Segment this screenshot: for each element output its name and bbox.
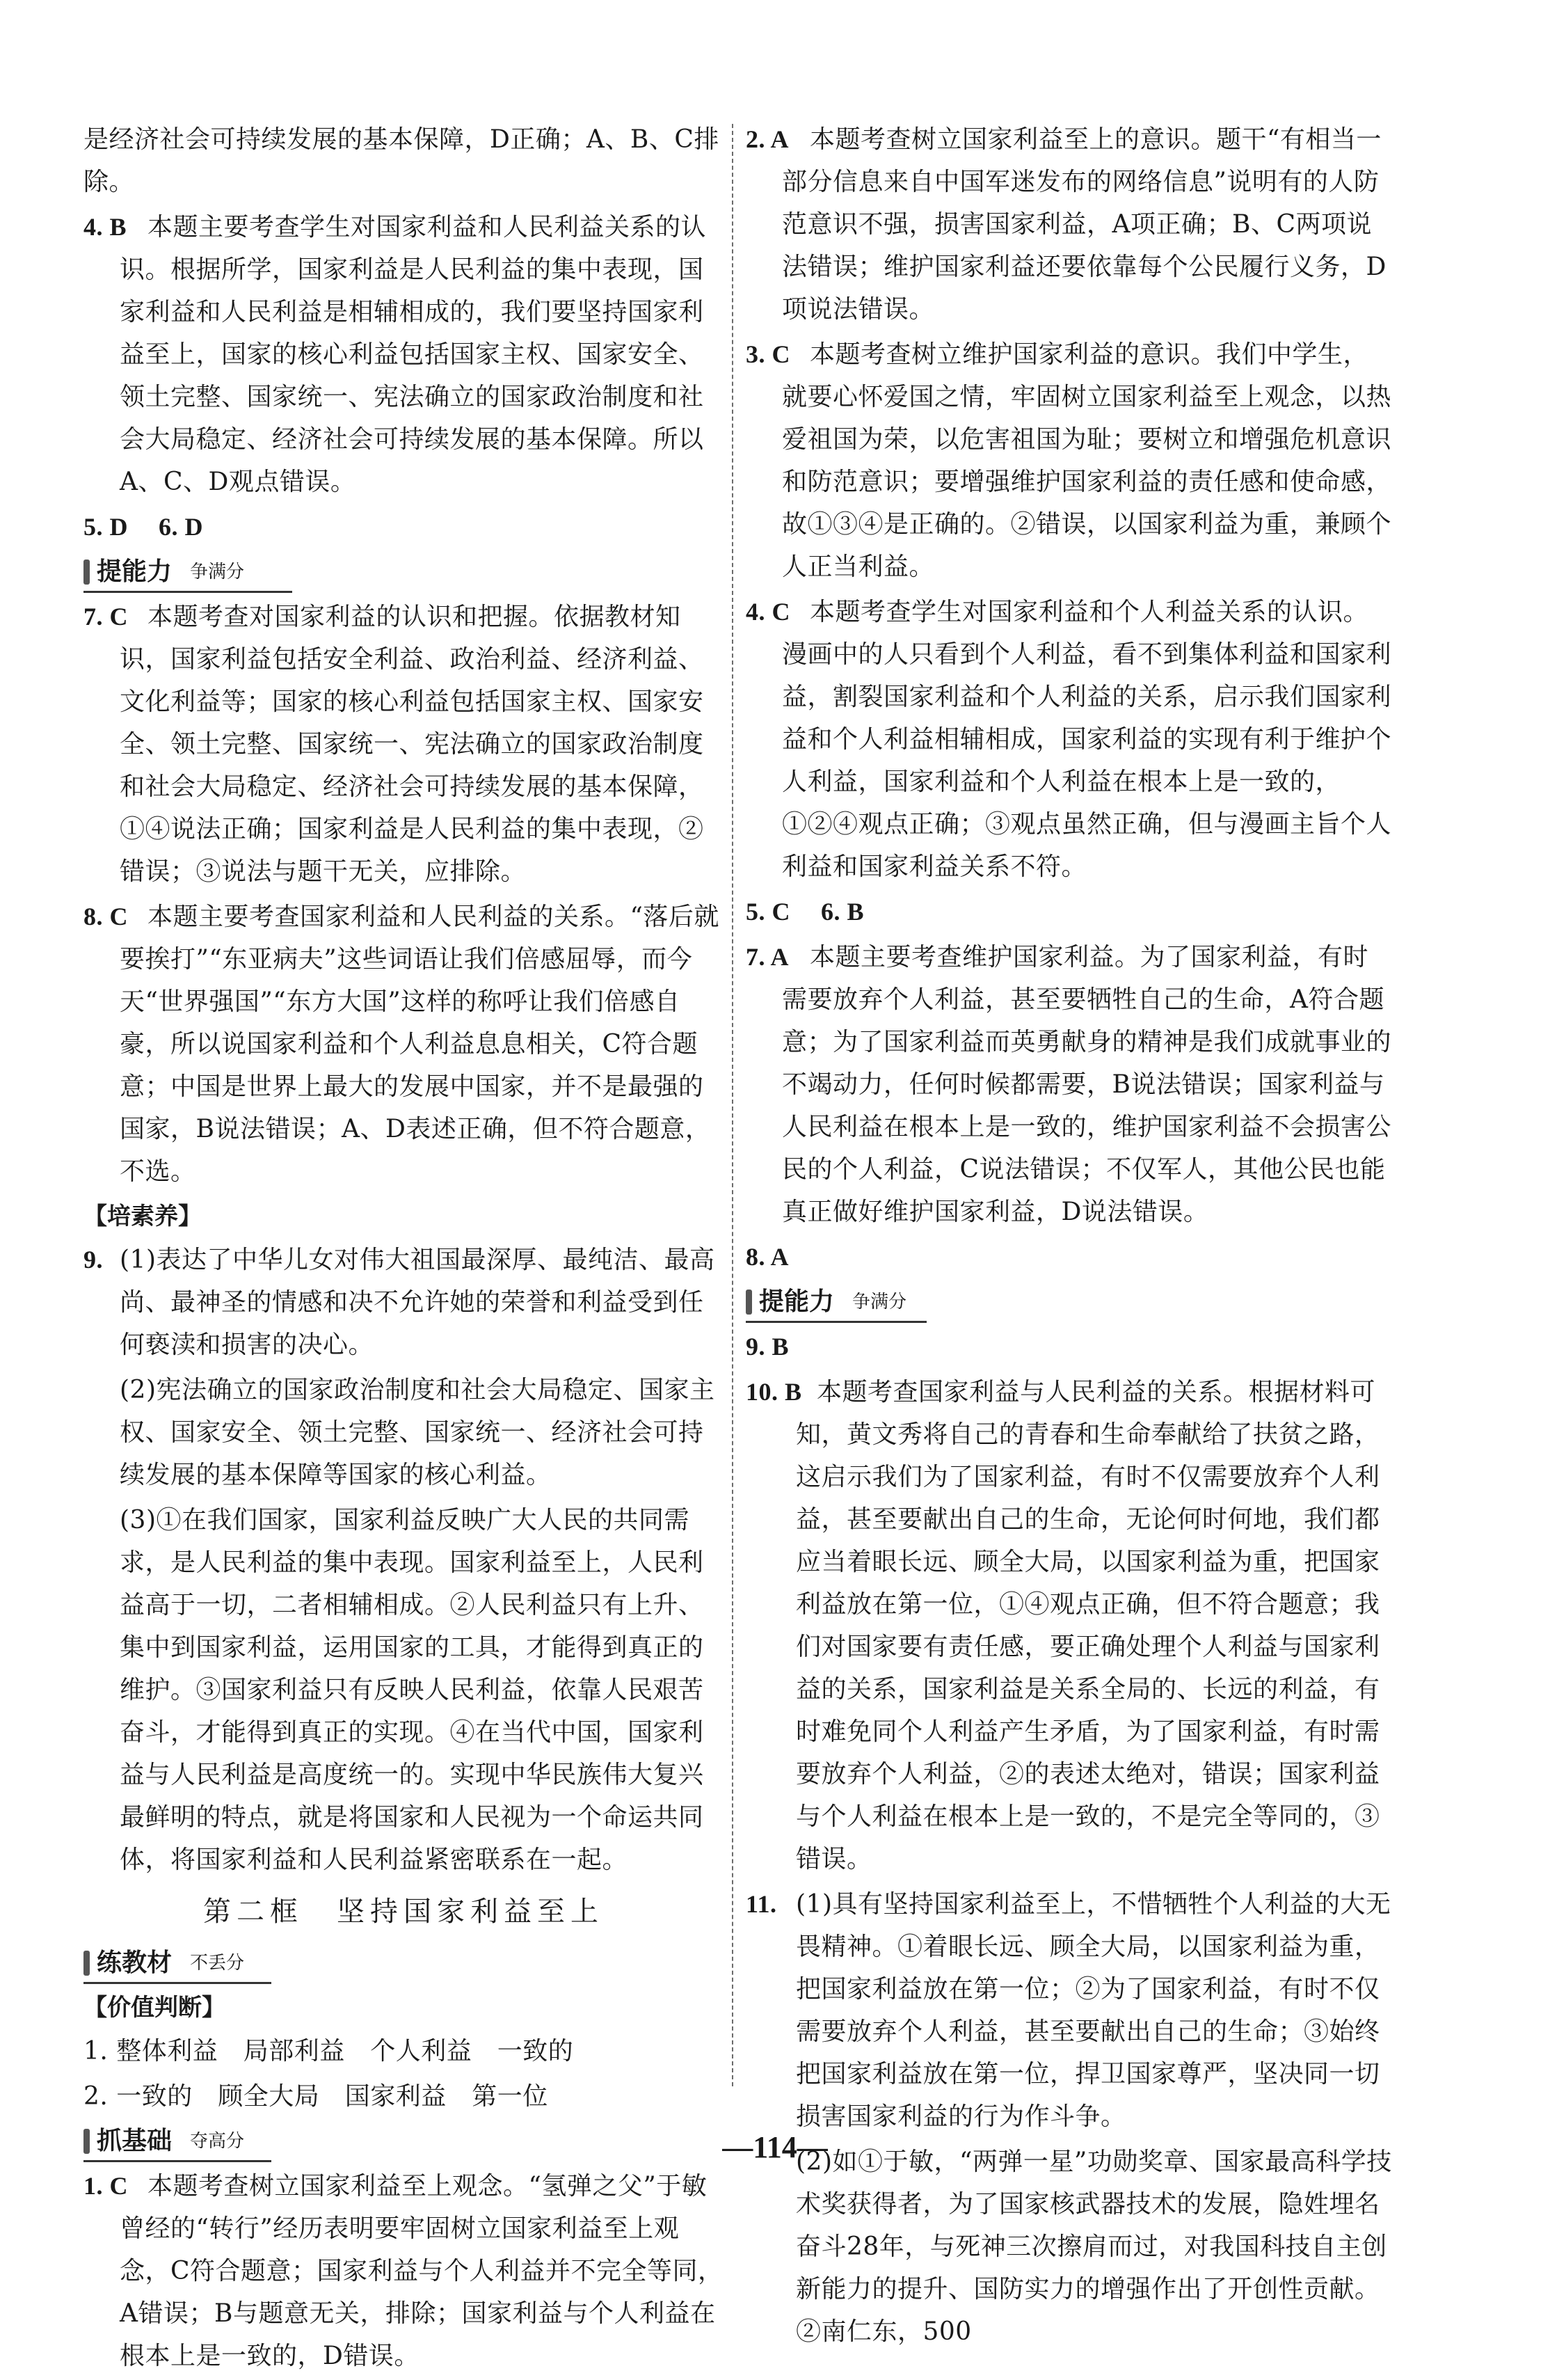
column-divider (732, 124, 733, 2086)
continuation-text: 是经济社会可持续发展的基本保障，D正确；A、B、C排除。 (83, 125, 719, 196)
answer-item-4 (83, 206, 724, 503)
answer-item-2 (746, 118, 1393, 331)
section-subtitle: 夺高分 (190, 2131, 245, 2152)
answer-text: 本题主要考查维护国家利益。为了国家利益，有时需要放弃个人利益，甚至要牺牲自己的生命，A符合题意；为了国家利益而英勇献身的精神是我们成就事业的不竭动力，任何时候都需要，B说法错误；国家利益与人民利益在根本上是一致的，维护国家利益不会损害公民的个人利益，C说法错误；不仅军人，其他公民也能真正做好维护国家利益，D说法错误。 (782, 943, 1392, 1226)
value-judgment-2: 2. 一致的 顾全大局 国家利益 第一位 (83, 2082, 548, 2111)
section-title-main: 第二框 坚持国家利益至上 (203, 1896, 604, 1928)
answer-item-5-6 (83, 506, 724, 548)
answer-number: 8. C (83, 903, 128, 930)
section-title: 练教材 (97, 1949, 173, 1977)
section-subtitle: 不丢分 (190, 1953, 245, 1974)
answer-number: 10. B (746, 1378, 802, 1406)
answer-paragraph: (2)如①于敏，“两弹一星”功勋奖章、国家最高科学技术奖获得者，为了国家核武器技术的发展，隐姓埋名奋斗28年，与死神三次擦肩而过，对我国科技自主创新能力的提升、国防实力的增强作出了开创性贡献。②南仁东，500 (796, 2148, 1392, 2346)
answer-text: 本题考查学生对国家利益和个人利益关系的认识。漫画中的人只看到个人利益，看不到集体利益和国家利益，割裂国家利益和个人利益的关系，启示我们国家利益和个人利益相辅相成，国家利益的实现有利于维护个人利益，国家利益和个人利益在根本上是一致的，①②④观点正确；③观点虽然正确，但与漫画主旨个人利益和国家利益关系不符。 (782, 598, 1392, 881)
answer-text: 本题主要考查学生对国家利益和人民利益关系的认识。根据所学，国家利益是人民利益的集中表现，国家利益和人民利益是相辅相成的，我们要坚持国家利益至上，国家的核心利益包括国家主权、国家安全、领土完整、国家统一、宪法确立的国家政治制度和社会大局稳定、经济社会可持续发展的基本保障。所以A、C、D观点错误。 (120, 213, 707, 496)
answer-item-10 (746, 1371, 1393, 1880)
answer-number: 8. A (746, 1243, 790, 1271)
answer-item-7 (83, 596, 724, 893)
answer-number: 4. C (746, 598, 790, 626)
section-bar-icon (83, 560, 90, 585)
answer-text: 本题考查树立国家利益至上的意识。题干“有相当一部分信息来自中国军迷发布的网络信息”说明有的人防范意识不强，损害国家利益，A项正确；B、C两项说法错误；维护国家利益还要依靠每个公民履行义务，D项说法错误。 (782, 125, 1387, 324)
section-bar-icon (746, 1290, 752, 1315)
section-title: 提能力 (759, 1287, 835, 1316)
section-header-tinengli (83, 553, 724, 592)
section-subtitle: 争满分 (190, 562, 245, 582)
right-column (746, 118, 1393, 2356)
answer-number: 9. B (746, 1333, 790, 1360)
section-title: 抓基础 (97, 2127, 173, 2155)
answer-item-5-6 (746, 891, 1393, 933)
answer-item-4 (746, 591, 1393, 888)
answer-paragraph: (3)①在我们国家，国家利益反映广大人民的共同需求，是人民利益的集中表现。国家利益至上，人民利益高于一切，二者相辅相成。②人民利益只有上升、集中到国家利益，运用国家的工具，才能得到真正的维护。③国家利益只有反映人民利益，依靠人民艰苦奋斗，才能得到真正的实现。④在当代中国，国家利益与人民利益是高度统一的。实现中华民族伟大复兴最鲜明的特点，就是将国家和人民视为一个命运共同体，将国家利益和人民利益紧密联系在一起。 (120, 1506, 704, 1874)
section-underline (83, 1982, 271, 1984)
answer-text: (1)表达了中华儿女对伟大祖国最深厚、最纯洁、最高尚、最神圣的情感和决不允许她的荣誉和利益受到任何亵渎和损害的决心。 (120, 1246, 715, 1359)
answer-text: 本题考查树立维护国家利益的意识。我们中学生，就要心怀爱国之情，牢固树立国家利益至上观念，以热爱祖国为荣，以危害祖国为耻；要树立和增强危机意识和防范意识；要增强维护国家利益的责任感和使命感，故①③④是正确的。②错误，以国家利益为重，兼顾个人正当利益。 (782, 340, 1392, 581)
answer-item-11 (746, 1883, 1393, 2138)
subsection-heading: 【价值判断】 (83, 1994, 225, 2022)
section-title: 提能力 (97, 557, 173, 586)
value-judgment-1: 1. 整体利益 局部利益 个人利益 一致的 (83, 2037, 574, 2065)
answer-text: 本题考查国家利益与人民利益的关系。根据材料可知，黄文秀将自己的青春和生命奉献给了扶贫之路，这启示我们为了国家利益，有时不仅需要放弃个人利益，甚至要献出自己的生命，无论何时何地，我们都应当着眼长远、顾全大局，以国家利益为重，把国家利益放在第一位，①④观点正确，但不符合题意；我们对国家要有责任感，要正确处理个人利益与国家利益的关系，国家利益是关系全局的、长远的利益，有时难免同个人利益产生矛盾，为了国家利益，有时需要放弃个人利益，②的表述太绝对，错误；国家利益与个人利益在根本上是一致的，不是完全等同的，③错误。 (796, 1378, 1380, 1873)
answer-number: 7. A (746, 943, 790, 971)
answer-number: 5. D (83, 513, 128, 541)
answer-item-1 (83, 2165, 724, 2377)
answer-paragraph: (2)宪法确立的国家政治制度和社会大局稳定、国家主权、国家安全、领土完整、国家统一、经济社会可持续发展的基本保障等国家的核心利益。 (120, 1376, 715, 1489)
answer-number: 3. C (746, 340, 790, 368)
answer-item-9 (746, 1326, 1393, 1368)
section-header-lianjiaocai (83, 1944, 724, 1983)
answer-number: 1. C (83, 2172, 128, 2200)
left-column (83, 118, 724, 2380)
page-number: —114— (722, 2130, 828, 2164)
answer-number: 2. A (746, 125, 790, 153)
answer-item-3 (746, 333, 1393, 588)
answer-number: 5. C (746, 898, 790, 926)
answer-item-7 (746, 936, 1393, 1233)
section-underline (746, 1321, 927, 1323)
answer-number: 6. B (820, 898, 864, 926)
section-header-tinengli (746, 1283, 1393, 1322)
answer-text: 本题考查树立国家利益至上观念。“氢弹之父”于敏曾经的“转行”经历表明要牢固树立国家利益至上观念，C符合题意；国家利益与个人利益并不完全等同，A错误；B与题意无关，排除；国家利益与个人利益在根本上是一致的，D错误。 (120, 2172, 724, 2370)
answer-number: 9. (83, 1246, 103, 1274)
answer-item-8 (746, 1236, 1393, 1278)
answer-text: 本题考查对国家利益的认识和把握。依据教材知识，国家利益包括安全利益、政治利益、经济利益、文化利益等；国家的核心利益包括国家主权、国家安全、领土完整、国家统一、宪法确立的国家政治制度和社会大局稳定、经济社会可持续发展的基本保障，①④说法正确；国家利益是人民利益的集中表现，②错误；③说法与题干无关，应排除。 (120, 603, 704, 886)
section-underline (83, 591, 292, 593)
answer-text: (1)具有坚持国家利益至上，不惜牺牲个人利益的大无畏精神。①着眼长远、顾全大局，以国家利益为重，把国家利益放在第一位；②为了国家利益，有时不仅需要放弃个人利益，甚至要献出自己的生命；③始终把国家利益放在第一位，捍卫国家尊严，坚决同一切损害国家利益的行为作斗争。 (796, 1890, 1391, 2131)
section-subtitle: 争满分 (852, 1292, 907, 1312)
subsection-heading: 【培素养】 (83, 1203, 202, 1230)
answer-item-9 (83, 1239, 724, 1366)
answer-text: 本题主要考查国家利益和人民利益的关系。“落后就要挨打”“东亚病夫”这些词语让我们倍感屈辱，而今天“世界强国”“东方大国”这样的称呼让我们倍感自豪，所以说国家利益和个人利益息息相关，C符合题意；中国是世界上最大的发展中国家，并不是最强的国家，B说法错误；A、D表述正确，但不符合题意，不选。 (120, 903, 719, 1186)
answer-number: 11. (746, 1890, 777, 1918)
answer-number: 6. D (158, 513, 203, 541)
section-bar-icon (83, 1951, 90, 1976)
answer-item-8 (83, 896, 724, 1193)
answer-number: 4. B (83, 213, 127, 241)
answer-number: 7. C (83, 603, 128, 630)
